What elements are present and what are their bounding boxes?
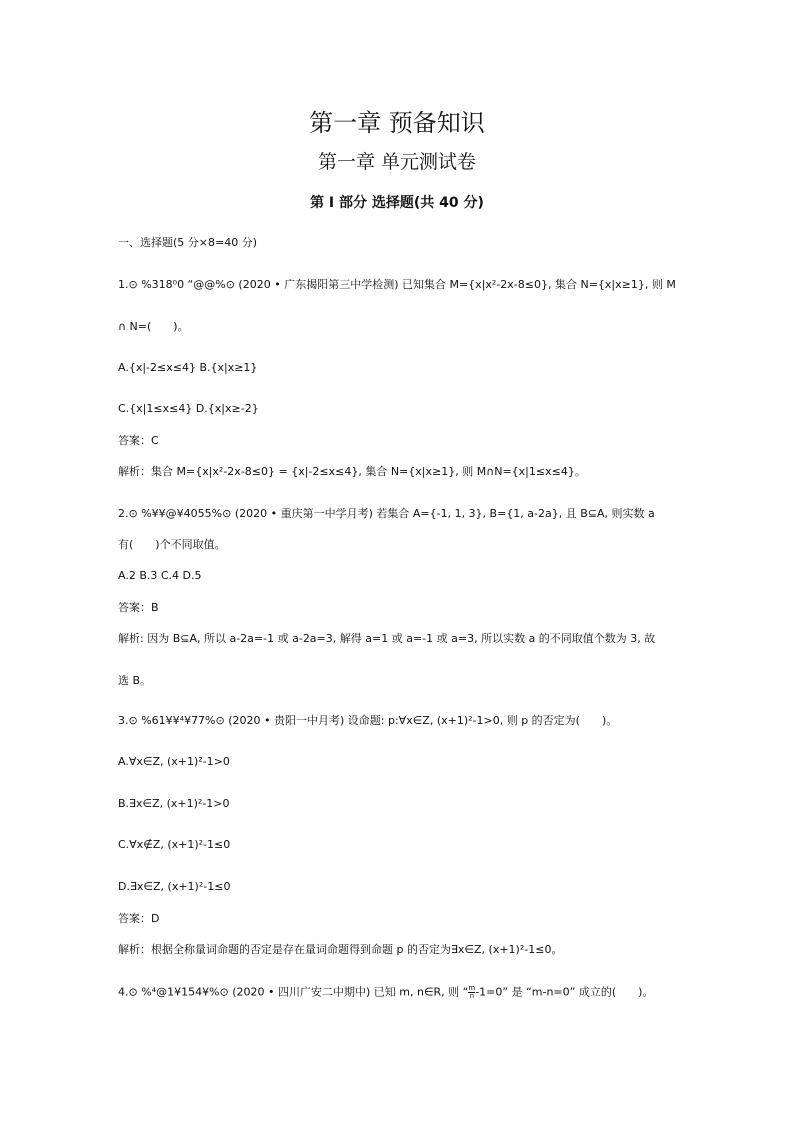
section-heading: 一、选择题(5 分×8=40 分)	[118, 236, 258, 249]
chapter-title: 第一章 预备知识	[309, 109, 485, 137]
q3-stem: 3.⊙ %61¥¥⁴¥77%⊙ (2020 • 贵阳一中月考) 设命题: p:∀x∈Z, (x+1)²-1>0, 则 p 的否定为( )。	[118, 714, 618, 727]
fraction-m-over-n: $\frac{m}{n}$	[468, 984, 476, 1000]
q2-analysis: 解析: 因为 B⊆A, 所以 a-2a=-1 或 a-2a=3, 解得 a=1 或 a=-1 或 a=3, 所以实数 a 的不同取值个数为 3, 故	[118, 632, 656, 645]
q2-stem-cont: 有( )个不同取值。	[118, 538, 226, 551]
q2-stem: 2.⊙ %¥¥@¥4055%⊙ (2020 • 重庆第一中学月考) 若集合 A={-1, 1, 3}, B={1, a-2a}, 且 B⊆A, 则实数 a	[118, 507, 655, 520]
part-title: 第 Ⅰ 部分 选择题(共 40 分)	[310, 195, 484, 211]
q1-options-cd: C.{x|1≤x≤4} D.{x|x≥-2}	[118, 402, 259, 415]
q1-stem-cont: ∩ N=( )。	[118, 320, 189, 333]
q3-option-d: D.∃x∈Z, (x+1)²-1≤0	[118, 880, 231, 893]
q1-stem: 1.⊙ %318⁰0 “@@%⊙ (2020 • 广东揭阳第三中学检测) 已知集合 M={x|x²-2x-8≤0}, 集合 N={x|x≥1}, 则 M	[118, 278, 676, 291]
q2-options: A.2 B.3 C.4 D.5	[118, 569, 202, 582]
q3-option-c: C.∀x∉Z, (x+1)²-1≤0	[118, 838, 231, 851]
q1-options-ab: A.{x|-2≤x≤4} B.{x|x≥1}	[118, 361, 258, 374]
q3-option-b: B.∃x∈Z, (x+1)²-1>0	[118, 797, 230, 810]
q1-analysis: 解析：集合 M={x|x²-2x-8≤0} = {x|-2≤x≤4}, 集合 N={x|x≥1}, 则 M∩N={x|1≤x≤4}。	[118, 465, 586, 478]
q4-stem-end: -1=0” 是 “m-n=0” 成立的( )。	[475, 985, 654, 999]
q4-stem	[118, 985, 653, 1000]
q4-stem-start: 4.⊙ %⁴@1¥154¥%⊙ (2020 • 四川广安二中期中) 已知 m, n∈R, 则 “	[118, 985, 469, 999]
q2-answer: 答案：B	[118, 601, 159, 614]
q1-answer: 答案：C	[118, 434, 159, 447]
q3-option-a: A.∀x∈Z, (x+1)²-1>0	[118, 755, 230, 768]
q3-answer: 答案：D	[118, 912, 160, 925]
unit-title: 第一章 单元测试卷	[317, 151, 477, 173]
q3-analysis: 解析：根据全称量词命题的否定是存在量词命题得到命题 p 的否定为∃x∈Z, (x+1)²-1≤0。	[118, 943, 563, 956]
q2-analysis-cont: 选 B。	[118, 674, 152, 687]
